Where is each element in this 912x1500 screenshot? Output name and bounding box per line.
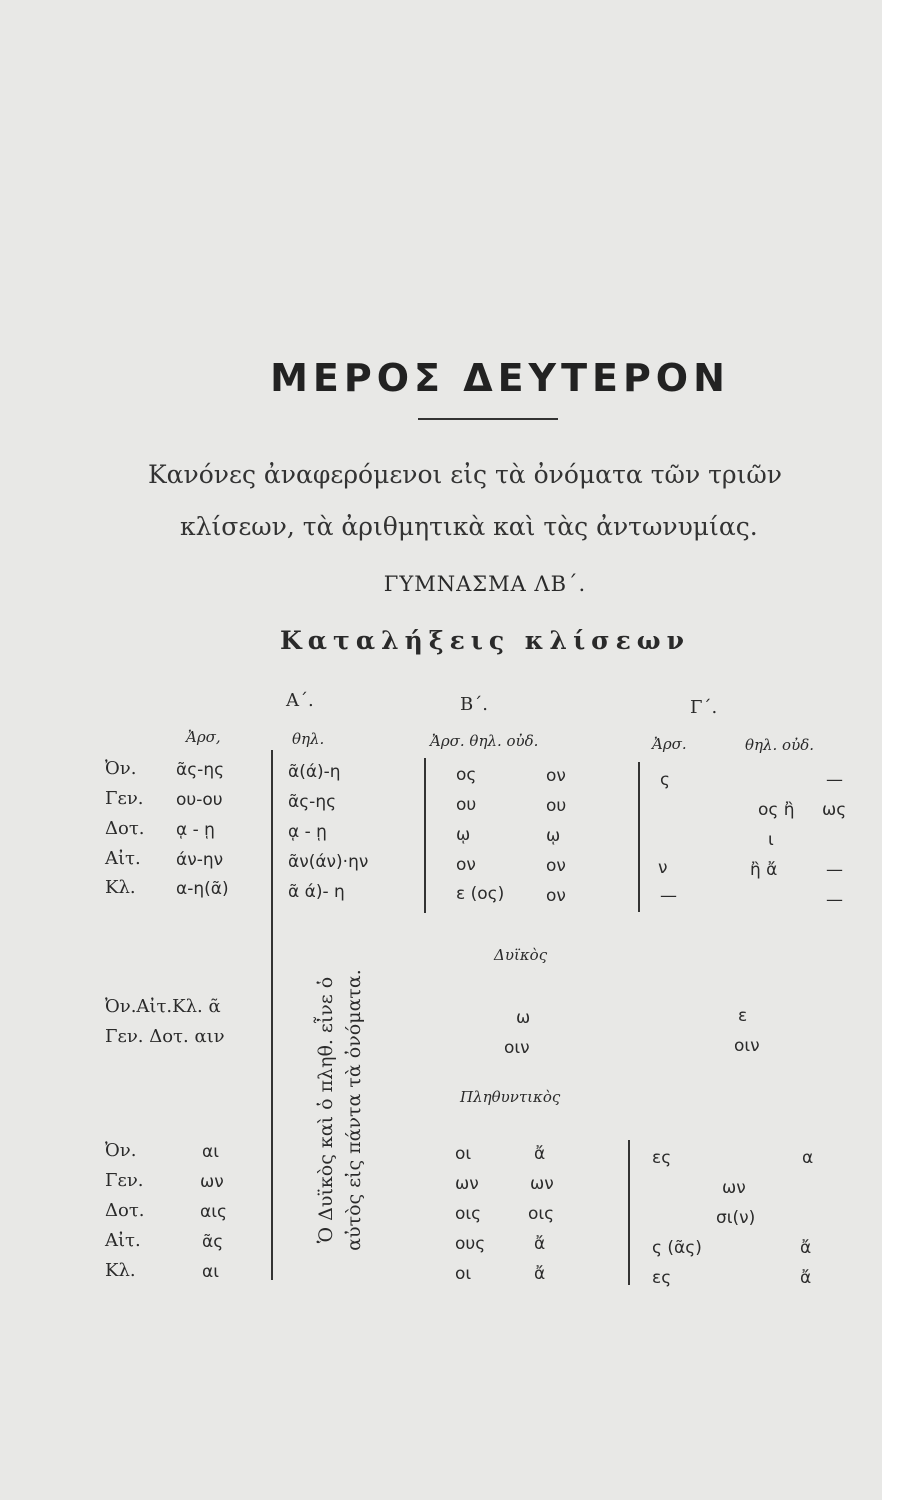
ending-cell: ων [722, 1178, 746, 1198]
ending-cell: ων [200, 1172, 224, 1192]
ending-cell: — [826, 860, 843, 880]
dual-label: Ὀν.Αἰτ.Κλ. ᾶ [105, 996, 221, 1017]
ending-cell: ου [546, 796, 567, 816]
ending-cell: ον [546, 766, 566, 786]
ending-cell: ου-ου [176, 790, 223, 810]
ending-cell: αις [200, 1202, 227, 1222]
ending-cell: ες [652, 1268, 672, 1288]
column-divider-1 [271, 750, 273, 1280]
ending-cell: ως [822, 800, 847, 820]
exercise-heading: ΓΥΜΝΑΣΜΑ ΛΒ΄. [383, 572, 587, 596]
column-divider-2 [424, 758, 426, 913]
ending-cell: — [660, 886, 677, 906]
ending-cell: ους [455, 1234, 486, 1254]
ending-cell: ος [456, 765, 477, 785]
case-label: Γεν. [105, 1170, 144, 1191]
plural-heading: Πληθυντικὸς [460, 1088, 561, 1106]
ending-cell: ᾶς [202, 1232, 224, 1252]
ending-cell: σι(ν) [716, 1208, 756, 1228]
ending-cell: οιν [504, 1038, 530, 1058]
a-feminine-header: θηλ. [292, 730, 325, 748]
ending-cell: οιν [734, 1036, 760, 1056]
rotated-note [312, 940, 368, 1280]
case-label: Γεν. [105, 788, 144, 809]
case-label: Ὀν. [105, 758, 137, 779]
ending-cell: ον [456, 855, 476, 875]
subtitle-line-2: κλίσεων, τὰ ἀριθμητικὰ καὶ τὰς ἀντωνυμίας. [180, 512, 758, 541]
title-rule [418, 418, 558, 420]
ending-cell: ᾳ - ῃ [176, 820, 215, 840]
ending-cell: ᾶς-ης [288, 792, 337, 812]
ending-cell: ον [546, 886, 566, 906]
ending-cell: ς (ᾶς) [652, 1238, 702, 1258]
ending-cell: ἢ ἄ [750, 860, 778, 880]
a-masculine-header: Ἀρσ, [186, 728, 221, 746]
ending-cell: ων [530, 1174, 554, 1194]
rotated-note-line-2: αὐτὸς εἰς πάντα τὰ ὀνόματα. [343, 969, 365, 1251]
ending-cell: ἄ [534, 1144, 546, 1164]
ending-cell: οις [455, 1204, 482, 1224]
dual-label: Γεν. Δοτ. αιν [105, 1026, 225, 1047]
ending-cell: α-η(ᾶ) [176, 879, 229, 899]
column-divider-4 [628, 1140, 630, 1285]
ending-cell: ῳ [456, 825, 471, 845]
case-label: Ὀν. [105, 1140, 137, 1161]
case-label: Δοτ. [105, 818, 145, 839]
ending-cell: ἄ [534, 1264, 546, 1284]
ending-cell: ου [456, 795, 477, 815]
case-label: Αἰτ. [105, 848, 141, 869]
ending-cell: ᾶ(ά)-η [288, 762, 341, 782]
ending-cell: ν [658, 858, 668, 878]
ending-cell: ον [546, 856, 566, 876]
ending-cell: ᾶ ά)- η [288, 882, 345, 902]
ending-cell: ᾳ - ῃ [288, 822, 327, 842]
case-label: Αἰτ. [105, 1230, 141, 1251]
case-label: Κλ. [105, 1260, 136, 1281]
ending-cell: άν-ην [176, 850, 224, 870]
ending-cell: οις [528, 1204, 555, 1224]
c-masculine-header: Ἀρσ. [652, 735, 687, 753]
ending-cell: ε (ος) [456, 884, 505, 904]
ending-cell: ᾶς-ης [176, 760, 225, 780]
ending-cell: αι [202, 1142, 219, 1162]
ending-cell: ος ἢ [758, 800, 795, 820]
ending-cell: ἄ [800, 1268, 812, 1288]
ending-cell: ἄ [534, 1234, 546, 1254]
rotated-note-line-1: Ὁ Δυϊκὸς καὶ ὁ πληθ. εἶνε ὁ [315, 976, 337, 1244]
part-title: ΜΕΡΟΣ ΔΕΥΤΕΡΟΝ [270, 356, 730, 400]
ending-cell: — [826, 890, 843, 910]
declension-a-header: Α΄. [286, 690, 314, 711]
c-fem-neut-header: θηλ. οὐδ. [745, 736, 815, 754]
ending-cell: ων [455, 1174, 479, 1194]
ending-cell: ῳ [546, 826, 561, 846]
ending-cell: ἄ [800, 1238, 812, 1258]
declension-b-header: Β΄. [460, 694, 488, 715]
declension-c-header: Γ΄. [690, 697, 718, 718]
case-label: Κλ. [105, 877, 136, 898]
column-divider-3 [638, 762, 640, 912]
b-genders-header: Ἀρσ. θηλ. οὐδ. [430, 732, 539, 750]
ending-cell: ᾶν(άν)·ην [288, 852, 369, 872]
subtitle-line-1: Κανόνες ἀναφερόμενοι εἰς τὰ ὀνόματα τῶν τριῶν [148, 460, 782, 489]
ending-cell: οι [455, 1264, 472, 1284]
case-label: Δοτ. [105, 1200, 145, 1221]
ending-cell: αι [202, 1262, 219, 1282]
ending-cell: α [802, 1148, 814, 1168]
page-margin [882, 0, 912, 1500]
ending-cell: ω [516, 1008, 531, 1028]
ending-cell: οι [455, 1144, 472, 1164]
dual-heading: Δυϊκὸς [494, 946, 548, 964]
ending-cell: ες [652, 1148, 672, 1168]
ending-cell: ι [768, 830, 774, 850]
ending-cell: ς [660, 770, 670, 790]
endings-title: Καταλήξεις κλίσεων [280, 626, 690, 655]
ending-cell: — [826, 770, 843, 790]
ending-cell: ε [738, 1006, 748, 1026]
